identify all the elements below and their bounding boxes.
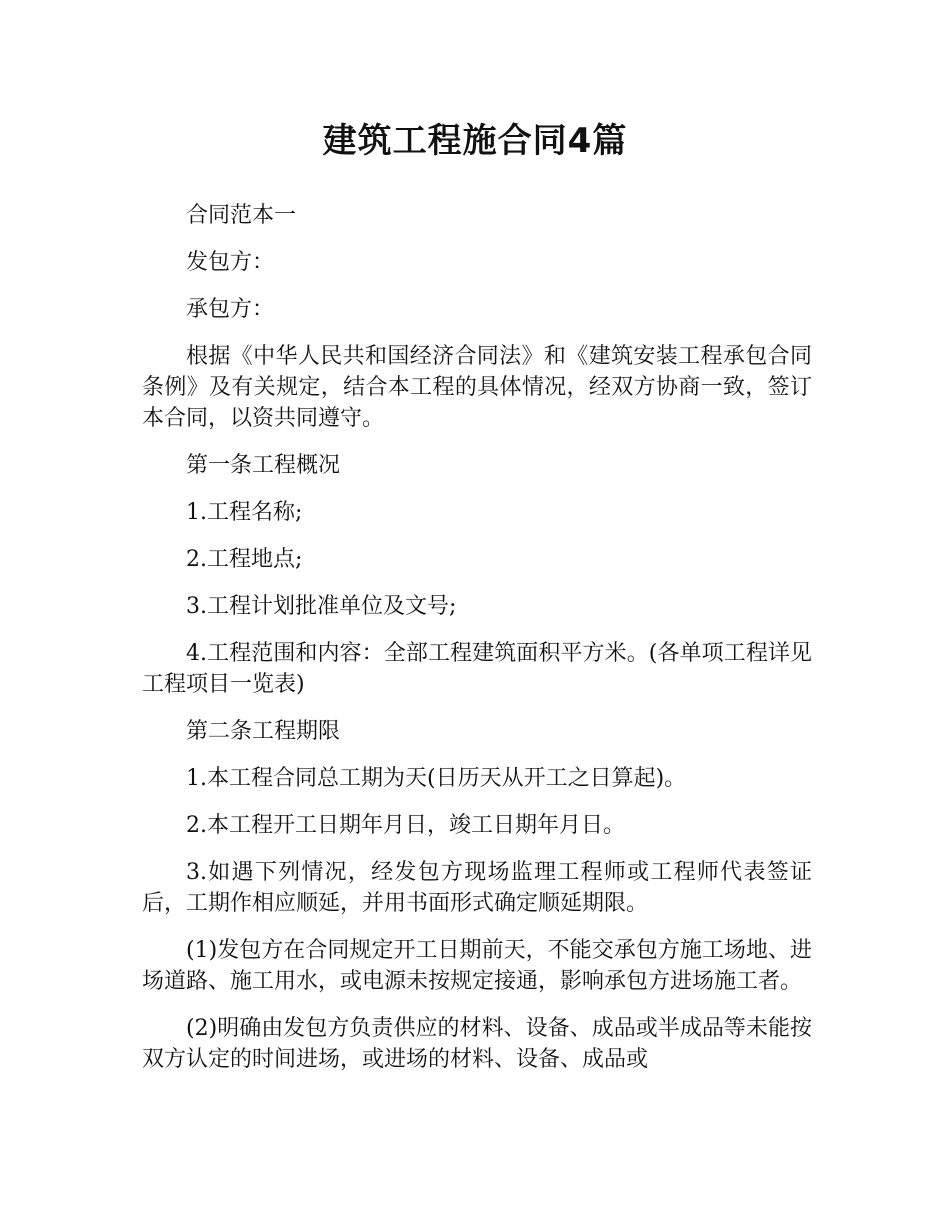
- paragraph-extension-conditions: 3.如遇下列情况，经发包方现场监理工程师或工程师代表签证后，工期作相应顺延，并用书面形式确定顺延期限。: [142, 860, 812, 916]
- document-body: [142, 200, 812, 1091]
- heading-article-2: 第二条工程期限: [186, 719, 341, 744]
- paragraph-start-end-dates: 2.本工程开工日期年月日，竣工日期年月日。: [186, 813, 625, 838]
- paragraph-approval-unit: 3.工程计划批准单位及文号;: [186, 594, 457, 619]
- heading-article-1: 第一条工程概况: [186, 453, 341, 478]
- paragraph-contractor: 承包方：: [186, 297, 275, 322]
- document-title: 建筑工程施合同4篇: [322, 121, 628, 161]
- paragraph-condition-2: (2)明确由发包方负责供应的材料、设备、成品或半成品等未能按双方认定的时间进场，或进场的材料、设备、成品或: [142, 1016, 812, 1072]
- paragraph-project-scope: 4.工程范围和内容：全部工程建筑面积平方米。(各单项工程详见工程项目一览表): [142, 641, 812, 697]
- paragraph-legal-basis: 根据《中华人民共和国经济合同法》和《建筑安装工程承包合同条例》及有关规定，结合本工程的具体情况，经双方协商一致，签订本合同，以资共同遵守。: [142, 344, 812, 431]
- paragraph-condition-1: (1)发包方在合同规定开工日期前天，不能交承包方施工场地、进场道路、施工用水，或电源未按规定接通，影响承包方进场施工者。: [142, 938, 812, 994]
- paragraph-employer: 发包方：: [186, 250, 275, 275]
- paragraph-total-duration: 1.本工程合同总工期为天(日历天从开工之日算起)。: [186, 766, 687, 791]
- paragraph-project-location: 2.工程地点;: [186, 547, 303, 572]
- paragraph-project-name: 1.工程名称;: [186, 500, 303, 525]
- paragraph-contract-sample: 合同范本一: [186, 203, 297, 228]
